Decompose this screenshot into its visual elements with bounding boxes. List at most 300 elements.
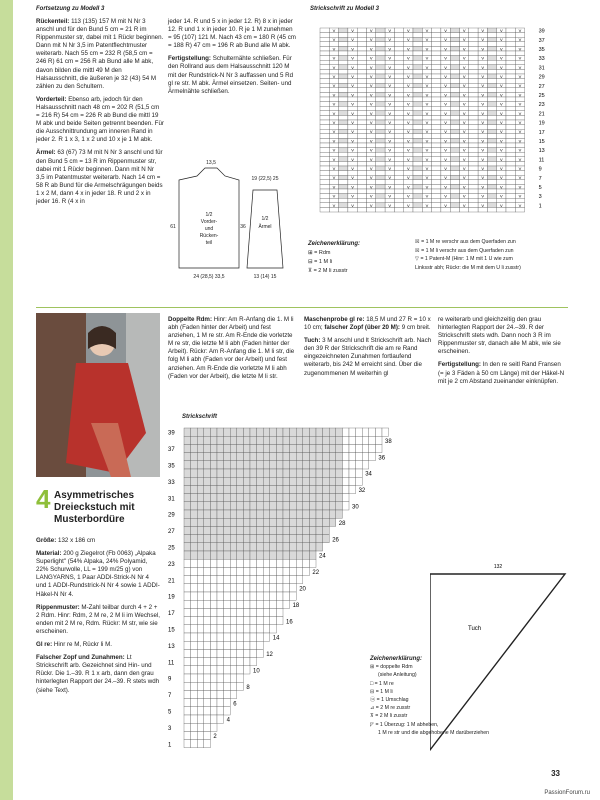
chart2-cell bbox=[250, 494, 257, 502]
chart2-cell bbox=[184, 715, 191, 723]
chart2-cell bbox=[184, 740, 191, 748]
chart1-symbol: V bbox=[481, 110, 485, 116]
chart2-cell bbox=[270, 485, 277, 493]
chart1-cell bbox=[413, 51, 422, 56]
chart2-cell bbox=[243, 608, 250, 616]
chart1-cell bbox=[320, 106, 329, 111]
chart1-symbol: V bbox=[351, 110, 354, 116]
chart2-cell bbox=[204, 600, 211, 608]
chart2-cell bbox=[191, 649, 198, 657]
chart1-symbol: V bbox=[444, 193, 447, 199]
chart2-cell bbox=[263, 436, 270, 444]
chart1-cell bbox=[339, 120, 348, 125]
chart2-cell bbox=[276, 592, 283, 600]
chart1-cell bbox=[469, 106, 478, 111]
chart2-cell bbox=[270, 444, 277, 452]
chart2-cell bbox=[217, 543, 224, 551]
chart1-cell bbox=[394, 46, 403, 51]
chart1-cell bbox=[339, 157, 348, 162]
chart1-symbol: V bbox=[369, 55, 373, 61]
chart1-cell bbox=[506, 134, 515, 139]
chart2-cell bbox=[217, 461, 224, 469]
chart2-cell bbox=[224, 699, 231, 707]
chart1-cell bbox=[506, 161, 515, 166]
chart1-row-number: 19 bbox=[538, 120, 545, 127]
chart1-cell bbox=[413, 194, 422, 199]
chart2-cell bbox=[224, 633, 231, 641]
chart2-cell bbox=[204, 535, 211, 543]
chart2-cell bbox=[276, 494, 283, 502]
chart2-cell bbox=[204, 461, 211, 469]
chart1-cell bbox=[339, 74, 348, 79]
chart2-right-row-number: 4 bbox=[226, 717, 230, 724]
chart1-row-number: 39 bbox=[538, 28, 545, 35]
chart1-cell bbox=[357, 125, 366, 130]
chart1-cell bbox=[506, 129, 515, 134]
chart1-cell bbox=[469, 65, 478, 70]
chart2-cell bbox=[369, 453, 376, 461]
chart1-cell bbox=[450, 115, 459, 120]
chart1-cell bbox=[432, 69, 441, 74]
chart2-right-row-number: 30 bbox=[352, 504, 359, 511]
chart1-cell bbox=[394, 28, 403, 33]
chart2-cell bbox=[237, 518, 244, 526]
chart2-cell bbox=[283, 428, 290, 436]
chart2-cell bbox=[184, 576, 191, 584]
page-number: 33 bbox=[551, 769, 560, 778]
chart1-cell bbox=[506, 189, 515, 194]
chart2-cell bbox=[276, 543, 283, 551]
chart2-left-row-number: 7 bbox=[168, 693, 172, 700]
chart1-cell bbox=[450, 125, 459, 130]
chart1-cell bbox=[487, 189, 496, 194]
chart1-cell bbox=[320, 28, 329, 33]
chart2-cell bbox=[230, 469, 237, 477]
chart1-symbol: V bbox=[351, 64, 354, 70]
chart2-cell bbox=[323, 535, 330, 543]
chart2-cell bbox=[257, 649, 264, 657]
chart1-symbol: V bbox=[444, 28, 447, 33]
chart2-cell bbox=[316, 469, 323, 477]
chart2-cell bbox=[303, 485, 310, 493]
chart1-symbol: V bbox=[351, 74, 354, 79]
chart2-left-row-number: 17 bbox=[168, 611, 175, 618]
chart1-cell bbox=[394, 138, 403, 143]
chart2-cell bbox=[184, 649, 191, 657]
chart2-cell bbox=[316, 518, 323, 526]
chart2-cell bbox=[210, 625, 217, 633]
chart1-cell bbox=[320, 134, 329, 139]
chart1-cell bbox=[487, 83, 496, 88]
chart2-cell bbox=[217, 518, 224, 526]
chart1-symbol: V bbox=[351, 147, 354, 153]
chart2-cell bbox=[230, 526, 237, 534]
chart2-cell bbox=[224, 477, 231, 485]
legend1-item-li: ⊟ = 1 M li bbox=[308, 259, 333, 265]
chart1-symbol: V bbox=[332, 28, 336, 33]
chart2-cell bbox=[309, 453, 316, 461]
chart1-cell bbox=[413, 56, 422, 61]
chart2-cell bbox=[263, 510, 270, 518]
chart1-cell bbox=[376, 46, 385, 51]
chart1-symbol: V bbox=[388, 193, 392, 199]
chart2-cell bbox=[210, 518, 217, 526]
chart2-cell bbox=[290, 453, 297, 461]
chart1-cell bbox=[339, 69, 348, 74]
chart1-symbol: V bbox=[462, 120, 466, 125]
chart2-cell bbox=[270, 494, 277, 502]
chart2-cell bbox=[342, 485, 349, 493]
chart2-cell bbox=[257, 641, 264, 649]
chart1-symbol: V bbox=[518, 37, 522, 43]
chart2-cell bbox=[309, 444, 316, 452]
chart1-symbol: V bbox=[332, 37, 336, 43]
chart1-symbol: V bbox=[407, 184, 410, 190]
chart1-cell bbox=[469, 207, 478, 212]
chart2-cell bbox=[263, 461, 270, 469]
chart1-cell bbox=[506, 51, 515, 56]
chart2-cell bbox=[224, 617, 231, 625]
chart2-cell bbox=[257, 576, 264, 584]
chart2-cell bbox=[210, 461, 217, 469]
chart1-symbol: V bbox=[444, 175, 447, 181]
chart1-symbol: V bbox=[369, 46, 373, 52]
chart2-cell bbox=[224, 674, 231, 682]
chart2-cell bbox=[283, 526, 290, 534]
chart1-symbol: V bbox=[388, 120, 392, 125]
chart1-symbol: V bbox=[351, 92, 354, 98]
chart1-symbol: V bbox=[369, 74, 373, 79]
legend1-right-3: ▽ = 1 Patent-M (Hinr: 1 M mit 1 U wie zum bbox=[415, 256, 513, 262]
chart2-cell bbox=[217, 649, 224, 657]
chart2-cell bbox=[270, 551, 277, 559]
chart2-cell bbox=[217, 469, 224, 477]
chart1-cell bbox=[469, 60, 478, 65]
chart2-cell bbox=[243, 436, 250, 444]
chart2-cell bbox=[184, 625, 191, 633]
chart1-symbol: V bbox=[444, 202, 447, 208]
chart1-cell bbox=[320, 79, 329, 84]
chart1-symbol: V bbox=[388, 110, 392, 116]
groesse-text: 132 x 186 cm bbox=[58, 537, 96, 544]
sleeve-label-1: 1/2 bbox=[261, 216, 269, 222]
chart1-cell bbox=[487, 198, 496, 203]
chart2-cell bbox=[263, 518, 270, 526]
chart2-cell bbox=[197, 428, 204, 436]
chart2-cell bbox=[303, 543, 310, 551]
chart2-cell bbox=[197, 576, 204, 584]
chart1-symbol: V bbox=[481, 184, 485, 190]
chart1-symbol: V bbox=[332, 101, 336, 107]
chart1-cell bbox=[348, 207, 357, 212]
chart1-cell bbox=[320, 37, 329, 42]
chart1-symbol: V bbox=[462, 46, 466, 52]
chart2-cell bbox=[257, 526, 264, 534]
chart1-symbol: V bbox=[518, 28, 522, 33]
chart2-cell bbox=[316, 461, 323, 469]
chart2-cell bbox=[210, 600, 217, 608]
chart1-cell bbox=[413, 161, 422, 166]
chart1-cell bbox=[320, 97, 329, 102]
chart2-left-row-number: 27 bbox=[168, 529, 175, 536]
chart1-symbol: V bbox=[388, 55, 392, 61]
chart1-symbol: V bbox=[444, 156, 447, 162]
chart1-cell bbox=[376, 60, 385, 65]
chart1-cell bbox=[339, 175, 348, 180]
chart2-cell bbox=[283, 543, 290, 551]
chart2-cell bbox=[329, 453, 336, 461]
chart2-cell bbox=[257, 543, 264, 551]
chart1-cell bbox=[469, 152, 478, 157]
chart2-cell bbox=[197, 518, 204, 526]
chart1-cell bbox=[487, 171, 496, 176]
chart1-cell bbox=[339, 198, 348, 203]
chart2-cell bbox=[243, 633, 250, 641]
chart2-cell bbox=[197, 535, 204, 543]
page-edge-bar bbox=[0, 0, 13, 800]
chart2-cell bbox=[243, 526, 250, 534]
chart2-cell bbox=[217, 535, 224, 543]
chart2-cell bbox=[316, 543, 323, 551]
dim-neck: 13,5 bbox=[206, 160, 216, 166]
chart2-cell bbox=[217, 551, 224, 559]
chart2-cell bbox=[309, 543, 316, 551]
chart1-cell bbox=[357, 189, 366, 194]
chart1-cell bbox=[487, 97, 496, 102]
chart1-symbol: V bbox=[481, 46, 485, 52]
chart1-cell bbox=[506, 143, 515, 148]
chart2-cell bbox=[276, 600, 283, 608]
chart1-cell bbox=[413, 115, 422, 120]
chart2-cell bbox=[197, 600, 204, 608]
chart1-cell bbox=[357, 83, 366, 88]
chart1-cell bbox=[432, 171, 441, 176]
legend2-item-6: ⊼ = 2 M li zusstr bbox=[370, 713, 408, 720]
chart1-cell bbox=[450, 56, 459, 61]
chart2-cell bbox=[237, 567, 244, 575]
chart2-left-row-number: 3 bbox=[168, 725, 172, 732]
chart1-symbol: V bbox=[462, 166, 466, 171]
chart1-symbol: V bbox=[462, 156, 466, 162]
chart1-symbol: V bbox=[388, 147, 392, 153]
chart1-cell bbox=[422, 207, 431, 212]
chart1-symbol: V bbox=[518, 129, 522, 135]
chart2-cell bbox=[329, 469, 336, 477]
chart1-symbol: V bbox=[481, 37, 485, 43]
chart2-cell bbox=[243, 625, 250, 633]
chart2-cell bbox=[296, 518, 303, 526]
chart2-cell bbox=[243, 510, 250, 518]
chart2-cell bbox=[270, 535, 277, 543]
chart1-symbol: V bbox=[388, 184, 392, 190]
chart1-symbol: V bbox=[351, 175, 354, 181]
chart2-cell bbox=[217, 576, 224, 584]
chart2-cell bbox=[270, 526, 277, 534]
chart1-cell bbox=[432, 194, 441, 199]
chart1-cell bbox=[376, 166, 385, 171]
chart1-cell bbox=[432, 115, 441, 120]
chart2-cell bbox=[224, 641, 231, 649]
chart2-cell bbox=[250, 584, 257, 592]
chart1-cell bbox=[506, 198, 515, 203]
chart2-cell bbox=[197, 715, 204, 723]
chart2-cell bbox=[257, 608, 264, 616]
chart2-cell bbox=[204, 494, 211, 502]
chart1-symbol: V bbox=[425, 55, 429, 61]
chart1-symbol: V bbox=[369, 202, 373, 208]
chart2-cell bbox=[191, 641, 198, 649]
chart1-symbol: V bbox=[351, 138, 354, 144]
chart1-symbol: V bbox=[407, 138, 410, 144]
chart2-cell bbox=[184, 723, 191, 731]
chart2-cell bbox=[191, 485, 198, 493]
chart1-cell bbox=[357, 37, 366, 42]
chart2-cell bbox=[237, 674, 244, 682]
chart2-cell bbox=[296, 510, 303, 518]
chart1-cell bbox=[469, 37, 478, 42]
chart1-cell bbox=[506, 83, 515, 88]
chart1-cell bbox=[413, 83, 422, 88]
chart1-symbol: V bbox=[407, 147, 410, 153]
section-divider bbox=[36, 307, 568, 308]
chart2-cell bbox=[230, 535, 237, 543]
chart2-cell bbox=[276, 617, 283, 625]
chart2-cell bbox=[296, 453, 303, 461]
chart2-cell bbox=[290, 535, 297, 543]
chart1-symbol: V bbox=[407, 129, 410, 135]
model-number: 4 bbox=[36, 484, 51, 514]
chart1-cell bbox=[357, 134, 366, 139]
chart2-cell bbox=[191, 584, 198, 592]
chart2-cell bbox=[204, 633, 211, 641]
chart2-cell bbox=[303, 551, 310, 559]
chart2-cell bbox=[237, 608, 244, 616]
chart2-cell bbox=[296, 559, 303, 567]
chart2-cell bbox=[210, 559, 217, 567]
chart1-symbol: V bbox=[500, 55, 503, 61]
chart2-cell bbox=[224, 576, 231, 584]
chart1-symbol: V bbox=[444, 55, 447, 61]
chart2-cell bbox=[224, 485, 231, 493]
chart2-cell bbox=[369, 444, 376, 452]
chart1-symbol: V bbox=[518, 184, 522, 190]
chart1-cell bbox=[320, 125, 329, 130]
chart2-cell bbox=[382, 428, 389, 436]
chart2-cell bbox=[204, 567, 211, 575]
chart1-cell bbox=[394, 184, 403, 189]
chart2-cell bbox=[290, 518, 297, 526]
chart2-cell bbox=[309, 428, 316, 436]
fertigstellung-label: Fertigstellung: bbox=[168, 55, 211, 63]
chart1-cell bbox=[506, 184, 515, 189]
chart2-cell bbox=[250, 535, 257, 543]
chart2-right-row-number: 14 bbox=[272, 635, 280, 642]
chart2-cell bbox=[217, 666, 224, 674]
chart1-cell bbox=[432, 74, 441, 79]
chart2-cell bbox=[191, 494, 198, 502]
chart1-symbol: V bbox=[388, 28, 392, 33]
chart2-cell bbox=[342, 428, 349, 436]
chart1-cell bbox=[469, 56, 478, 61]
chart2-cell bbox=[217, 428, 224, 436]
chart1-cell bbox=[339, 189, 348, 194]
chart2-cell bbox=[210, 526, 217, 534]
chart1-symbol: V bbox=[407, 120, 410, 125]
chart2-cell bbox=[197, 436, 204, 444]
chart2-cell bbox=[184, 502, 191, 510]
chart1-cell bbox=[487, 74, 496, 79]
chart1-cell bbox=[450, 106, 459, 111]
chart1-cell bbox=[357, 175, 366, 180]
shawl-triangle-diagram bbox=[430, 560, 580, 760]
chart2-cell bbox=[210, 453, 217, 461]
chart1-cell bbox=[487, 42, 496, 47]
chart2-cell bbox=[283, 485, 290, 493]
chart2-cell bbox=[197, 543, 204, 551]
chart2-cell bbox=[210, 428, 217, 436]
chart1-symbol: V bbox=[425, 193, 429, 199]
chart2-cell bbox=[336, 494, 343, 502]
chart1-cell bbox=[376, 138, 385, 143]
chart1-symbol: V bbox=[388, 92, 392, 98]
chart2-cell bbox=[204, 666, 211, 674]
chart1-symbol: V bbox=[462, 175, 466, 181]
chart1-symbol: V bbox=[425, 147, 429, 153]
chart2-cell bbox=[237, 576, 244, 584]
chart2-left-row-number: 39 bbox=[168, 430, 175, 437]
chart2-cell bbox=[257, 535, 264, 543]
chart2-cell bbox=[250, 543, 257, 551]
chart1-symbol: V bbox=[518, 202, 522, 208]
chart1-cell bbox=[376, 65, 385, 70]
chart2-cell bbox=[270, 592, 277, 600]
chart2-right-row-number: 16 bbox=[286, 619, 293, 626]
chart1-cell bbox=[487, 106, 496, 111]
chart1-cell bbox=[432, 180, 441, 185]
chart2-cell bbox=[191, 592, 198, 600]
chart1-cell bbox=[339, 125, 348, 130]
chart2-cell bbox=[230, 494, 237, 502]
chart2-cell bbox=[210, 502, 217, 510]
chart1-cell bbox=[413, 184, 422, 189]
chart1-cell bbox=[357, 92, 366, 97]
chart2-cell bbox=[197, 526, 204, 534]
chart2-cell bbox=[224, 584, 231, 592]
chart1-cell bbox=[469, 120, 478, 125]
chart1-symbol: V bbox=[407, 175, 410, 181]
chart1-symbol: V bbox=[369, 83, 373, 89]
chart1-cell bbox=[487, 37, 496, 42]
chart1-symbol: V bbox=[481, 120, 485, 125]
chart2-cell bbox=[250, 477, 257, 485]
chart1-symbol: V bbox=[332, 55, 336, 61]
chart2-cell bbox=[197, 707, 204, 715]
mid-column-2 bbox=[304, 316, 432, 383]
legend2-item-0: ⊞ = doppelte Rdm bbox=[370, 664, 413, 671]
chart2-cell bbox=[191, 658, 198, 666]
chart2-cell bbox=[329, 494, 336, 502]
chart2-cell bbox=[230, 641, 237, 649]
chart2-cell bbox=[204, 576, 211, 584]
chart1-symbol: V bbox=[332, 156, 336, 162]
chart1-cell bbox=[506, 92, 515, 97]
chart2-cell bbox=[204, 551, 211, 559]
chart2-cell bbox=[323, 428, 330, 436]
chart2-cell bbox=[184, 510, 191, 518]
chart2-cell bbox=[210, 510, 217, 518]
chart1-cell bbox=[320, 74, 329, 79]
chart1-cell bbox=[376, 129, 385, 134]
